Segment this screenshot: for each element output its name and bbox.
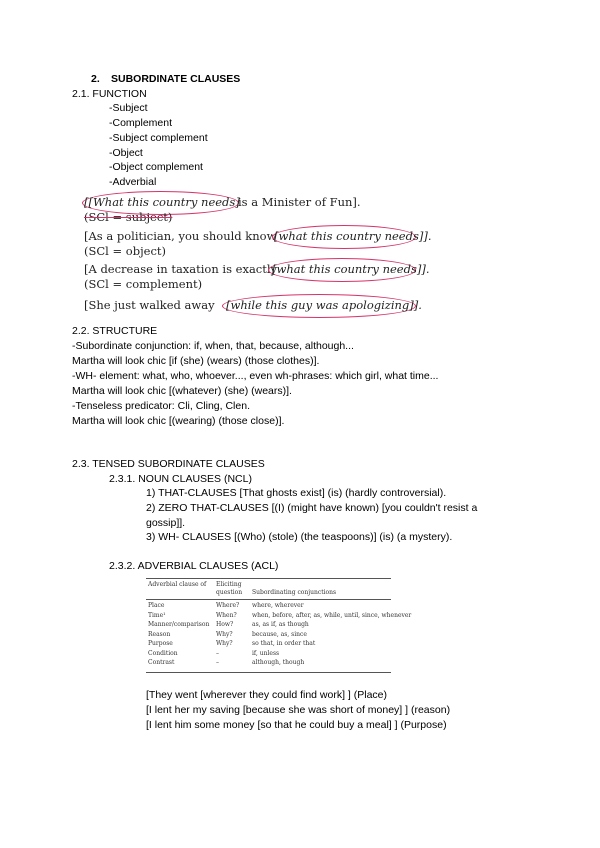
table-cell: Purpose [148, 640, 173, 647]
table-cell: How? [216, 621, 234, 628]
table-cell: if, unless [252, 649, 280, 657]
excerpt-line: [[What this country needs] [84, 195, 240, 209]
acl-example: [I lent her my saving [because she was short of money] ] (reason) [146, 704, 451, 716]
function-item: -Subject [109, 102, 148, 114]
table-cell: where, wherever [252, 602, 304, 609]
structure-line: -Subordinate conjunction: if, when, that, because, although... [72, 340, 354, 352]
acl-table [146, 578, 412, 674]
table-cell: Contrast [148, 659, 175, 666]
excerpt-line: [what this country needs]]. [272, 262, 430, 276]
excerpt-line: [She just walked away [84, 298, 215, 312]
table-cell: When? [216, 611, 237, 619]
table-cell: Why? [216, 630, 233, 638]
structure-line: Martha will look chic [(wearing) (those close)]. [72, 415, 285, 427]
table-cell: Time¹ [148, 611, 166, 619]
table-header: Eliciting question [216, 581, 243, 596]
ncl-line: 3) WH- CLAUSES [(Who) (stole) (the teaspoons)] (is) (a mystery). [146, 531, 453, 543]
ncl-line: 1) THAT-CLAUSES [That ghosts exist] (is) (hardly controversial). [146, 487, 447, 499]
structure-line: Martha will look chic [if (she) (wears) (those clothes)]. [72, 355, 320, 367]
function-item: -Object [109, 147, 143, 159]
section-number: 2. [91, 73, 100, 85]
excerpt-line: (SCl = subject) [84, 210, 173, 224]
table-cell: Manner/comparison [148, 621, 210, 628]
excerpt-line: (SCl = complement) [84, 277, 203, 291]
function-item: -Subject complement [109, 132, 208, 144]
excerpt-line: [while this guy was apologizing]]. [226, 298, 422, 312]
structure-line: -WH- element: what, who, whoever..., even wh-phrases: which girl, what time... [72, 370, 439, 382]
acl-title: 2.3.2. ADVERBIAL CLAUSES (ACL) [109, 560, 279, 572]
structure-title: 2.2. STRUCTURE [72, 325, 158, 337]
table-cell: Why? [216, 640, 233, 647]
table-cell: Place [148, 602, 165, 609]
table-cell: Condition [148, 649, 178, 657]
structure-line: -Tenseless predicator: Cli, Cling, Clen. [72, 400, 250, 412]
function-item: -Adverbial [109, 176, 157, 188]
tensed-title: 2.3. TENSED SUBORDINATE CLAUSES [72, 458, 265, 470]
table-cell: Reason [148, 630, 171, 638]
excerpt-line: (SCl = object) [84, 244, 166, 258]
table-cell: as, as if, as though [252, 621, 309, 628]
ncl-line: gossip]]. [146, 517, 186, 529]
table-header: Adverbial clause of [148, 581, 207, 588]
acl-example: [I lent him some money [so that he could buy a meal] ] (Purpose) [146, 719, 447, 731]
ncl-line: 2) ZERO THAT-CLAUSES [(I) (might have known) [you couldn't resist a [146, 502, 478, 514]
excerpt-line: [A decrease in taxation is exactly [84, 262, 278, 276]
function-title: 2.1. FUNCTION [72, 88, 147, 100]
table-cell: – [216, 649, 219, 657]
table-header: Subordinating conjunctions [252, 589, 337, 596]
table-cell: Where? [216, 602, 240, 609]
acl-example: [They went [wherever they could find work] ] (Place) [146, 689, 388, 701]
excerpt-line: is a Minister of Fun]. [238, 195, 361, 209]
table-cell: although, though [252, 659, 305, 666]
function-item: -Complement [109, 117, 173, 129]
ncl-title: 2.3.1. NOUN CLAUSES (NCL) [109, 473, 252, 485]
function-item: -Object complement [109, 161, 203, 173]
section-title: SUBORDINATE CLAUSES [111, 73, 241, 85]
table-cell: because, as, since [252, 630, 307, 638]
excerpt-line: [As a politician, you should know [84, 229, 277, 243]
excerpt-line: [what this country needs]]. [274, 229, 432, 243]
table-cell: when, before, after, as, while, until, since, whenever [252, 611, 412, 619]
structure-line: Martha will look chic [(whatever) (she) (wears)]. [72, 385, 292, 397]
table-cell: so that, in order that [252, 640, 316, 647]
table-cell: – [216, 659, 219, 666]
